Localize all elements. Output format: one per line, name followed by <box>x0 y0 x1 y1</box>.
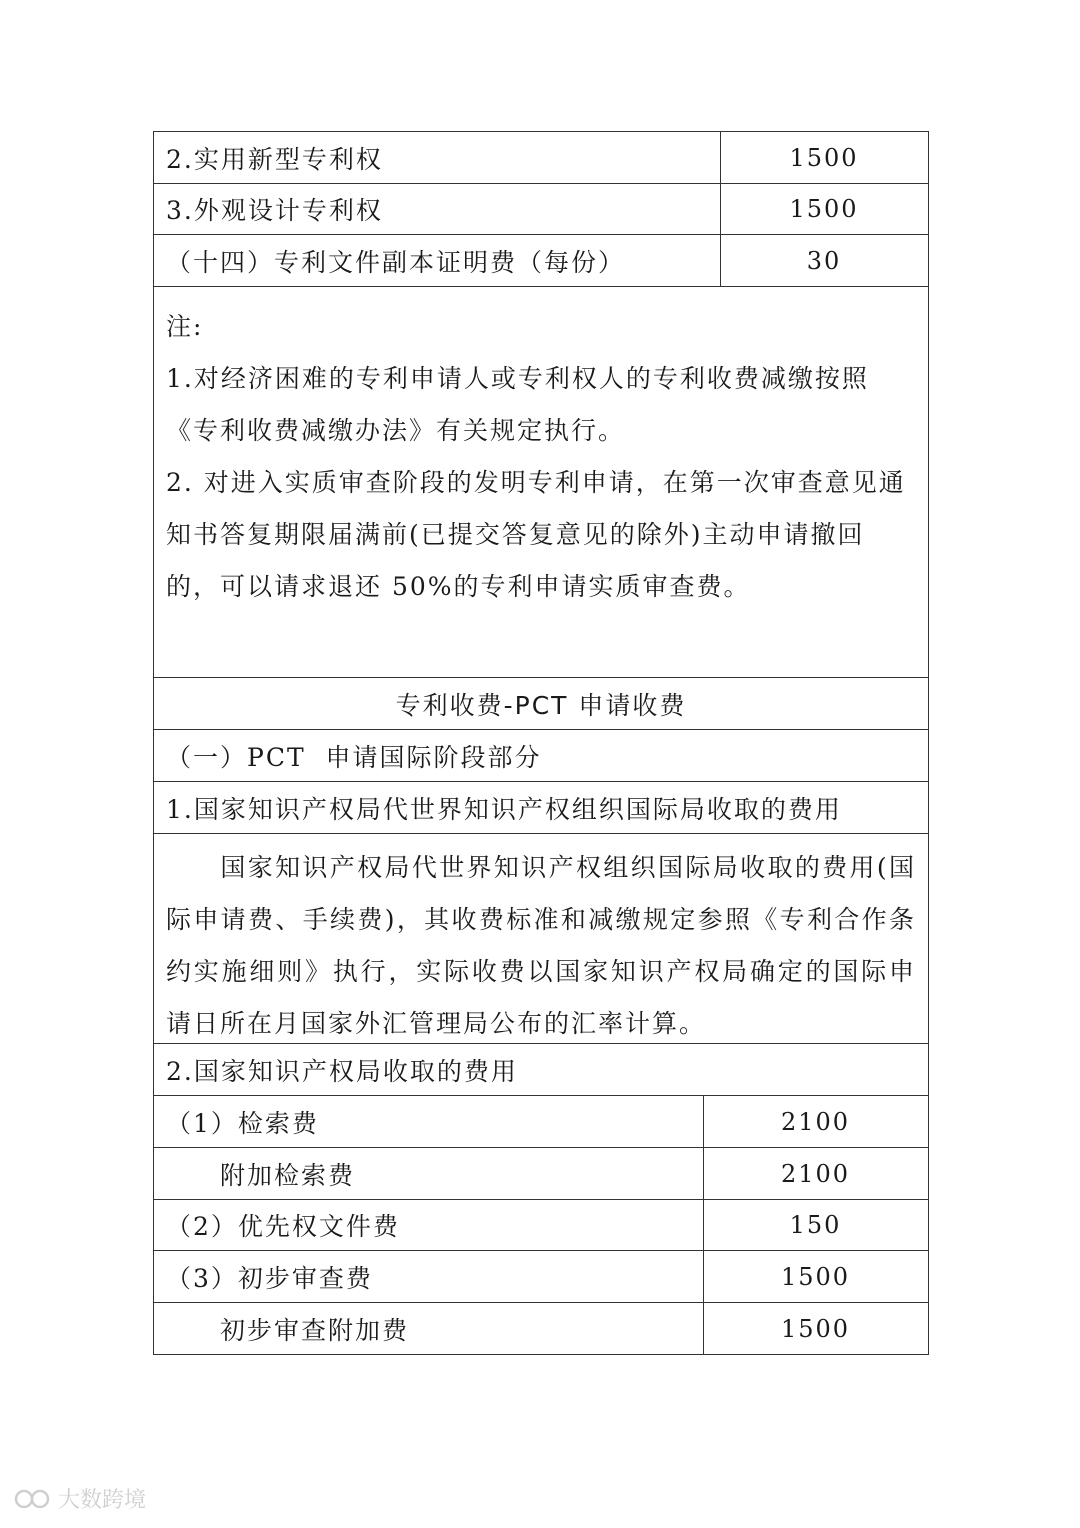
watermark-text: 大数跨境 <box>58 1488 147 1513</box>
fee-value: 30 <box>720 235 927 286</box>
note-item: 2. 对进入实质审查阶段的发明专利申请，在第一次审查意见通知书答复期限届满前(已提交答复意见的除外)主动申请撤回的，可以请求退还 50%的专利申请实质审查费。 <box>166 468 906 601</box>
table-row <box>154 1096 928 1148</box>
notes-title: 注: <box>166 312 204 341</box>
fee-label: 2.实用新型专利权 <box>166 144 383 174</box>
table-row <box>154 132 928 184</box>
fee-value: 2100 <box>703 1148 927 1199</box>
fee-value: 2100 <box>703 1096 927 1147</box>
fee-label: （2）优先权文件费 <box>166 1212 400 1241</box>
fee-label: （十四）专利文件副本证明费（每份） <box>166 247 626 277</box>
fee-value: 1500 <box>720 132 927 183</box>
fee-label: 3.外观设计专利权 <box>166 196 383 225</box>
item-body-text: 国家知识产权局代世界知识产权组织国际局收取的费用(国际申请费、手续费)，其收费标准和减缴规定参照《专利合作条约实施细则》执行，实际收费以国家知识产权局确定的国际申请日所在月国家外汇管理局公布的汇率计算。 <box>166 853 916 1038</box>
fee-label: （1）检索费 <box>166 1108 319 1138</box>
table-row <box>154 1200 928 1251</box>
item-title: 2.国家知识产权局收取的费用 <box>154 1044 928 1096</box>
table-row <box>154 1148 928 1200</box>
watermark-logo-icon <box>14 1487 52 1511</box>
table-row <box>154 184 928 235</box>
fee-value: 150 <box>703 1200 927 1250</box>
fee-value: 1500 <box>703 1303 927 1354</box>
table-row <box>154 1251 928 1303</box>
fee-label: （3）初步审查费 <box>166 1263 373 1293</box>
fee-value: 1500 <box>720 184 927 234</box>
notes-block <box>154 287 928 678</box>
fee-label: 初步审查附加费 <box>220 1315 410 1345</box>
fee-table <box>153 131 929 1355</box>
subsection-title: （一）PCT 申请国际阶段部分 <box>154 730 928 782</box>
watermark <box>14 1483 146 1514</box>
item-title: 1.国家知识产权局代世界知识产权组织国际局收取的费用 <box>154 782 928 834</box>
note-item: 1.对经济困难的专利申请人或专利权人的专利收费减缴按照《专利收费减缴办法》有关规定执行。 <box>166 364 869 445</box>
item-body <box>154 834 928 1044</box>
fee-label: 附加检索费 <box>220 1160 356 1190</box>
fee-value: 1500 <box>703 1251 927 1302</box>
table-row <box>154 1303 928 1355</box>
section-title: 专利收费-PCT 申请收费 <box>154 678 928 730</box>
table-row <box>154 235 928 287</box>
